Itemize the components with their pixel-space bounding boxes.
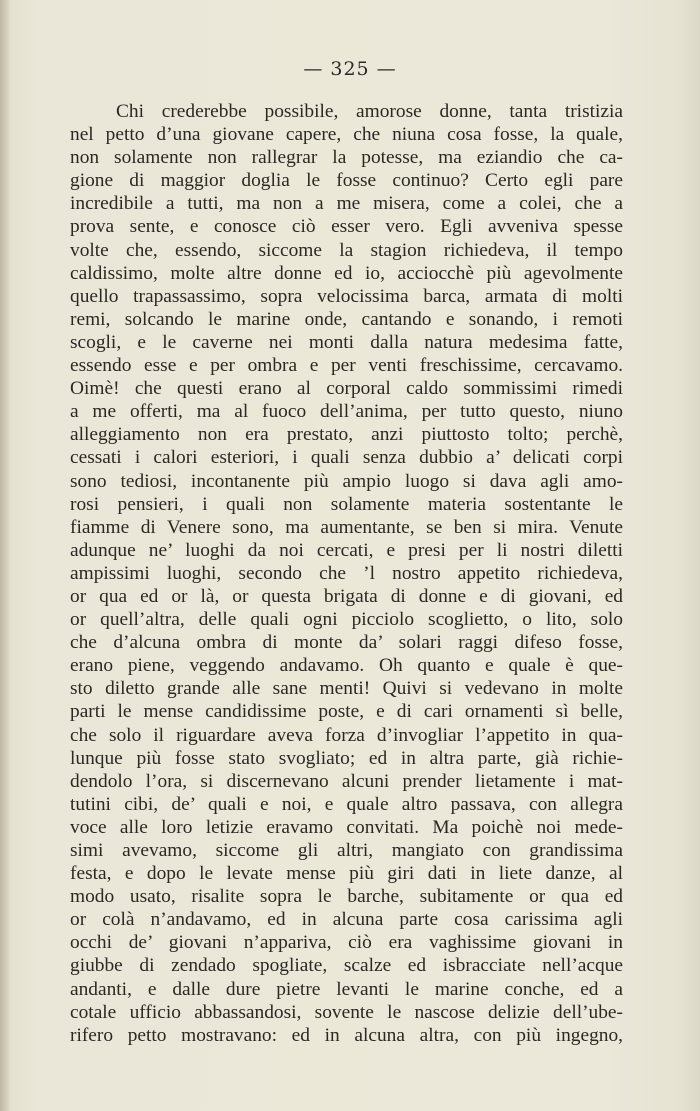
text-line: dendolo l’ora, si discernevano alcuni prender lietamente i mat-: [70, 770, 623, 792]
page-number: — 325 —: [303, 58, 397, 80]
text-line: rifero petto mostravano: ed in alcuna altra, con più ingegno,: [70, 1024, 623, 1046]
text-line: incredibile a tutti, ma non a me misera, come a colei, che a: [70, 193, 623, 215]
text-line: non solamente non rallegrar la potesse, ma eziandio che ca-: [70, 147, 623, 169]
text-line: gione di maggior doglia le fosse continuo? Certo egli pare: [70, 170, 623, 192]
text-line: essendo esse e per ombra e per venti freschissime, cercavamo.: [70, 355, 623, 377]
text-line: fiamme di Venere sono, ma aumentante, se ben si mira. Venute: [70, 516, 623, 538]
text-line: or colà n’andavamo, ed in alcuna parte cosa carissima agli: [70, 909, 623, 931]
text-line: sono tediosi, incontanente più ampio luogo si dava agli amo-: [70, 470, 623, 492]
text-line: occhi de’ giovani n’appariva, ciò era vaghissime giovani in: [70, 932, 623, 954]
text-line: Chi crederebbe possibile, amorose donne, tanta tristizia: [116, 101, 623, 122]
text-line: volte che, essendo, siccome la stagion richiedeva, il tempo: [70, 239, 623, 261]
spine-shadow: [0, 0, 10, 1111]
text-line: scogli, e le caverne nei monti dalla natura medesima fatte,: [70, 331, 623, 353]
text-line: sto diletto grande alle sane menti! Quivi si vedevano in molte: [70, 678, 623, 700]
text-line: alleggiamento non era prestato, anzi piuttosto tolto; perchè,: [70, 424, 623, 446]
text-line: quello trapassassimo, sopra velocissima barca, armata di molti: [70, 285, 623, 307]
text-line: or quell’altra, delle quali ogni picciolo scoglietto, o lito, solo: [70, 609, 623, 631]
text-line: caldissimo, molte altre donne ed io, acciocchè più agevolmente: [70, 262, 623, 284]
text-line: che solo il riguardare aveva forza d’invogliar l’appetito in qua-: [70, 724, 623, 746]
text-line: lunque più fosse stato svogliato; ed in altra parte, già richie-: [70, 747, 623, 769]
body-text: [70, 100, 623, 1047]
text-line: voce alle loro letizie eravamo convitati. Ma poichè noi mede-: [70, 816, 623, 838]
text-line: adunque ne’ luoghi da noi cercati, e presi per li nostri diletti: [70, 539, 623, 561]
text-line: cotale ufficio abbassandosi, sovente le nascose delizie dell’ube-: [70, 1001, 623, 1023]
text-line: Oimè! che questi erano al corporal caldo sommissimi rimedi: [70, 378, 623, 400]
text-line: prova sente, e conosce ciò esser vero. Egli avveniva spesse: [70, 216, 623, 238]
text-line: festa, e dopo le levate mense più giri dati in liete danze, al: [70, 863, 623, 885]
text-line: erano piene, veggendo andavamo. Oh quanto e quale è que-: [70, 655, 623, 677]
text-line: parti le mense candidissime poste, e di cari ornamenti sì belle,: [70, 701, 623, 723]
text-line: che d’alcuna ombra di monte da’ solari raggi difeso fosse,: [70, 632, 623, 654]
text-line: cessati i calori esteriori, i quali senza dubbio a’ delicati corpi: [70, 447, 623, 469]
text-line: rosi pensieri, i quali non solamente materia sostentante le: [70, 493, 623, 515]
text-line: ampissimi luoghi, secondo che ’l nostro appetito richiedeva,: [70, 562, 623, 584]
text-line: tutini cibi, de’ quali e noi, e quale altro passava, con allegra: [70, 793, 623, 815]
text-line: modo usato, risalite sopra le barche, subitamente or qua ed: [70, 886, 623, 908]
text-line: a me offerti, ma al fuoco dell’anima, per tutto questo, niuno: [70, 401, 623, 423]
text-line: or qua ed or là, or questa brigata di donne e di giovani, ed: [70, 585, 623, 607]
text-line: remi, solcando le marine onde, cantando e sonando, i remoti: [70, 308, 623, 330]
text-line: simi avevamo, siccome gli altri, mangiato con grandissima: [70, 840, 623, 861]
text-line: giubbe di zendado spogliate, scalze ed isbracciate nell’acque: [70, 955, 623, 977]
text-line: andanti, e dalle dure pietre levanti le marine conche, ed a: [70, 978, 623, 1000]
text-line: nel petto d’una giovane capere, che niuna cosa fosse, la quale,: [70, 124, 623, 146]
